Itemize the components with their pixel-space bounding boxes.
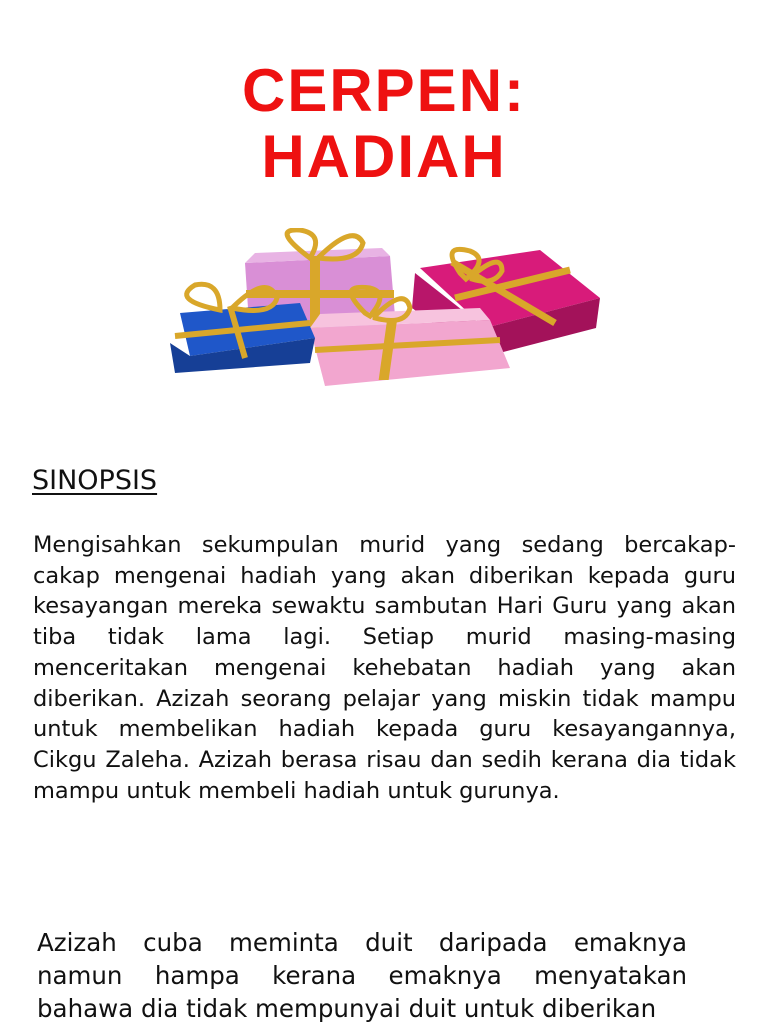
continuation-paragraph: Azizah cuba meminta duit daripada emaknya namun hampa kerana emaknya menyatakan bahawa dia tidak mempunyai duit untuk diberikan [37, 928, 687, 1023]
gift-boxes-image [160, 228, 605, 398]
section-heading: SINOPSIS [32, 465, 158, 496]
synopsis-paragraph: Mengisahkan sekumpulan murid yang sedang bercakap-cakap mengenai hadiah yang akan diberikan kepada guru kesayangan mereka sewaktu sambutan Hari Guru yang akan tiba tidak lama lagi. Setiap murid masing-masing menceritakan mengenai kehebatan hadiah yang akan diberikan. Azizah seorang pelajar yang miskin tidak mampu untuk membelikan hadiah kepada guru kesayangannya, Cikgu Zaleha. Azizah berasa risau dan sedih kerana dia tidak mampu untuk membeli hadiah untuk gurunya. [33, 532, 736, 804]
title-line-2: HADIAH [261, 123, 507, 190]
page-title [0, 58, 768, 190]
title-line-1: CERPEN: [241, 57, 527, 124]
